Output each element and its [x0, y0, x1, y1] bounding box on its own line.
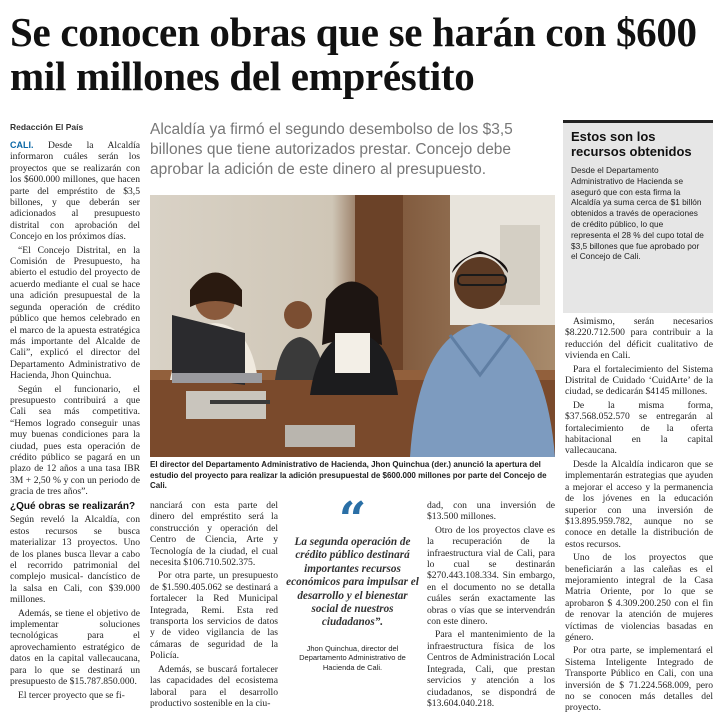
- sidebar-box: [563, 120, 713, 313]
- deck-subtitle: Alcaldía ya firmó el segundo desembolso de los $3,5 billones que tiene autorizados prestar. Concejo debe aprobar la adición de este dinero al presupuesto.: [150, 121, 513, 178]
- sidebar-body: Desde el Departamento Administrativo de Hacienda se aseguró que con esta firma la Alcaldía ya suma cerca de $1 billón obtenidos a través de operaciones de crédito público, lo que representa el 28 % del cupo total de $3,5 billones que fue aprobado por el Concejo de Cali.: [571, 165, 704, 262]
- paragraph: De la misma forma, $37.568.052.570 se entregarán al fortalecimiento de la oferta habitacional en la capital vallecaucana.: [565, 399, 713, 457]
- photo-caption: El director del Departamento Administrativo de Hacienda, Jhon Quinchua (der.) anunció la apertura del estudio del proyecto para realizar la adición presupuestal de $600.000 millones por parte del Concejo de Cali.: [150, 460, 547, 490]
- paragraph-text: Desde la Alcaldía informaron cuáles serán los proyectos que se realizarán con los $600.000 millones, que hacen parte del empréstito de $3,5 billones, y que deberán ser adicionados al presupuesto distrital con aprobación del Concejo en los próximos días.: [10, 140, 140, 243]
- news-photo: [150, 195, 555, 457]
- paragraph: Otro de los proyectos clave es la recuperación de la infraestructura vial de Cali, para lo cual se destinarán $270.443.108.334. Sin embargo, en el documento no se detalla cuáles serán exactamente las obras o vías que se intervendrán con este dinero.: [427, 524, 555, 628]
- quote-mark-icon: “: [338, 492, 367, 548]
- paragraph: Según reveló la Alcaldía, con estos recursos se busca materializar 13 proyectos. Uno de los planes busca llevar a cabo el recorrido patrimonial del complejo musical- dancístico de la salsa en Cali, con $39.000 millones.: [10, 514, 140, 606]
- article-column-1: [10, 140, 140, 500]
- paragraph: Por otra parte, un presupuesto de $1.590.405.062 se destinará a fortalecer la Red Municipal Integrada, Remi. Esta red transporta los servicios de datos y de video vigilancia de las cámaras de seguridad de la Policía.: [150, 570, 278, 662]
- paragraph: Asimismo, serán necesarios $8.220.712.500 para contribuir a la reducción del déficit cualitativo de vivienda en Cali.: [565, 316, 713, 362]
- paragraph: Por otra parte, se implementará el Sistema Inteligente Integrado de Transporte Público en Cali, con una inversión de $ 71.224.568.009, pero no se conocen más detalles del proyecto.: [565, 645, 713, 714]
- article-column-2: [150, 500, 278, 711]
- paragraph: “El Concejo Distrital, en la Comisión de Presupuesto, ha abierto el estudio del proyecto de acuerdo mediante el cual se hace una adición presupuestal de la segunda operación de crédito público que hemos celebrado en el marco de la apuesta estratégica más importante del Alcalde de Cali”, explicó el director del Departamento Administrativo de Hacienda, Jhon Quinchua.: [10, 244, 140, 382]
- paragraph: nanciará con esta parte del dinero del empréstito será la construcción y operación del Centro de Ciencia, Arte y Tecnología de la ciudad, el cual necesita $106.710.502.375.: [150, 500, 278, 569]
- article-column-4: [427, 500, 555, 711]
- paragraph: [10, 140, 140, 243]
- byline: Redacción El País: [10, 122, 84, 132]
- paragraph: Desde la Alcaldía indicaron que se implementarán estrategias que ayuden a mejorar el acceso y la permanencia de los jóvenes en la educación superior con una inversión de $13.895.959.782, aunque no se conoce en detalle la distribución de estos recursos.: [565, 458, 713, 550]
- headline: Se conocen obras que se harán con $600 mil millones del empréstito: [10, 9, 697, 99]
- quote-text: La segunda operación de crédito público destinará importantes recursos económicos para impulsar el desarrollo y el bienestar social de nuestros ciudadanos”.: [286, 536, 419, 629]
- photo-illustration: [150, 195, 555, 457]
- article-column-1b: [10, 501, 140, 703]
- dateline: CALI.: [10, 140, 34, 150]
- paragraph: Según el funcionario, el presupuesto contribuirá a que Cali sea más competitiva. “Hemos logrado conseguir unas muy buenas condiciones para la ciudad, pues esta operación de crédito público se pagará en un plazo de 12 años a una tasa IBR 3M + 2,50 % y con un periodo de gracia de tres años”.: [10, 383, 140, 498]
- sidebar-title: Estos son los recursos obtenidos: [571, 129, 692, 159]
- article-column-5: [565, 316, 713, 716]
- paragraph: Además, se buscará fortalecer las capacidades del ecosistema laboral para el desarrollo productivo sostenible en la ciu-: [150, 663, 278, 709]
- paragraph: El tercer proyecto que se fi-: [18, 689, 125, 701]
- paragraph: dad, con una inversión de $13.500 millones.: [427, 500, 555, 523]
- quote-attribution: Jhon Quinchua, director del Departamento Administrativo de Hacienda de Cali.: [299, 643, 406, 672]
- pull-quote: [286, 492, 419, 672]
- paragraph: Uno de los proyectos que beneficiarán a las caleñas es el mejoramiento integral de la Casa Matria Oriente, por lo que se aprobaron $ 4.309.200.250 con el fin de renovar la atención de mujeres víctimas de violencias basadas en género.: [565, 552, 713, 643]
- paragraph: Para el fortalecimiento del Sistema Distrital de Cuidado ‘CuidArte’ de la ciudad, se dedicarán $4145 millones.: [565, 363, 713, 398]
- section-subhead: ¿Qué obras se realizarán?: [10, 501, 136, 512]
- paragraph: Para el mantenimiento de la infraestructura física de los Centros de Administración Local Integrada, Cali, que prestan servicios y atención a los ciudadanos, se dispondrá de $13.604.040.218.: [427, 629, 555, 709]
- paragraph: Además, se tiene el objetivo de implementar soluciones tecnológicas para el aprovechamiento estratégico de datos en la capital vallecaucana, para lo que se destinará un presupuesto de $15.787.850.000.: [10, 607, 140, 688]
